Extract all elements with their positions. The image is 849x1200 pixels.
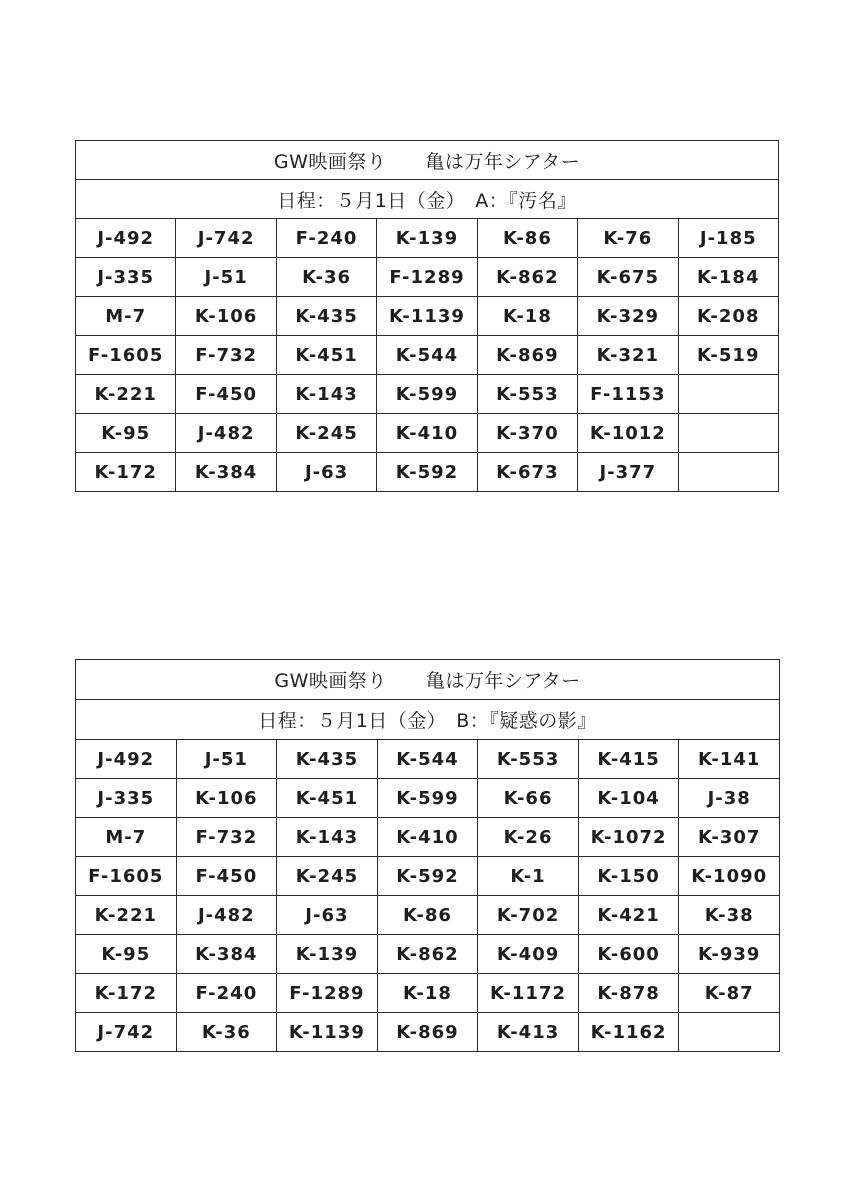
title-row bbox=[76, 141, 779, 180]
seat-code-cell: K-141 bbox=[679, 740, 780, 779]
seat-row bbox=[76, 336, 779, 375]
empty-cell bbox=[678, 414, 778, 453]
seat-row bbox=[76, 414, 779, 453]
seat-row bbox=[76, 258, 779, 297]
subtitle-row bbox=[76, 700, 780, 740]
seat-code-cell: K-1 bbox=[478, 857, 579, 896]
seat-code-cell: K-675 bbox=[578, 258, 678, 297]
seat-code-cell: J-51 bbox=[176, 740, 277, 779]
seat-code-cell: K-544 bbox=[377, 336, 477, 375]
empty-cell bbox=[678, 453, 778, 492]
seat-code-cell: K-76 bbox=[578, 219, 678, 258]
seat-code-cell: K-36 bbox=[276, 258, 376, 297]
seat-code-cell: K-599 bbox=[377, 779, 478, 818]
schedule-subtitle: 日程：５月1日（金） B：『疑惑の影』 bbox=[76, 700, 780, 740]
seat-code-cell: K-307 bbox=[679, 818, 780, 857]
seat-code-cell: K-245 bbox=[276, 414, 376, 453]
seat-code-cell: K-869 bbox=[377, 1013, 478, 1052]
empty-cell bbox=[679, 1013, 780, 1052]
seat-code-cell: J-38 bbox=[679, 779, 780, 818]
seat-code-cell: K-139 bbox=[377, 219, 477, 258]
seat-code-cell: K-435 bbox=[277, 740, 378, 779]
seat-code-cell: K-221 bbox=[76, 896, 177, 935]
seat-code-cell: K-143 bbox=[277, 818, 378, 857]
seat-row bbox=[76, 857, 780, 896]
seat-code-cell: M-7 bbox=[76, 297, 176, 336]
seat-code-cell: F-1605 bbox=[76, 336, 176, 375]
seat-row bbox=[76, 375, 779, 414]
seat-row bbox=[76, 453, 779, 492]
seat-code-cell: K-139 bbox=[277, 935, 378, 974]
seat-row bbox=[76, 935, 780, 974]
seat-code-cell: K-421 bbox=[578, 896, 679, 935]
seat-code-cell: K-1139 bbox=[277, 1013, 378, 1052]
seat-code-cell: J-335 bbox=[76, 779, 177, 818]
schedule-subtitle: 日程：５月1日（金） A：『汚名』 bbox=[76, 180, 779, 219]
seat-code-cell: K-18 bbox=[477, 297, 577, 336]
seat-code-cell: K-878 bbox=[578, 974, 679, 1013]
seat-code-cell: K-939 bbox=[679, 935, 780, 974]
seat-code-cell: F-450 bbox=[176, 857, 277, 896]
schedule-table-a bbox=[75, 140, 779, 492]
title-row bbox=[76, 660, 780, 700]
seat-code-cell: F-1289 bbox=[277, 974, 378, 1013]
seat-code-cell: K-435 bbox=[276, 297, 376, 336]
seat-code-cell: K-370 bbox=[477, 414, 577, 453]
seat-code-cell: K-150 bbox=[578, 857, 679, 896]
seat-code-cell: K-172 bbox=[76, 453, 176, 492]
seat-code-cell: K-104 bbox=[578, 779, 679, 818]
schedule-table-b bbox=[75, 659, 780, 1052]
event-title: GW映画祭り 亀は万年シアター bbox=[76, 660, 780, 700]
seat-code-cell: K-1172 bbox=[478, 974, 579, 1013]
seat-code-cell: K-36 bbox=[176, 1013, 277, 1052]
seat-code-cell: J-51 bbox=[176, 258, 276, 297]
seat-code-cell: F-732 bbox=[176, 818, 277, 857]
seat-code-cell: K-106 bbox=[176, 297, 276, 336]
seat-row bbox=[76, 740, 780, 779]
seat-row bbox=[76, 779, 780, 818]
seat-row bbox=[76, 896, 780, 935]
seat-code-cell: K-18 bbox=[377, 974, 478, 1013]
seat-code-cell: K-600 bbox=[578, 935, 679, 974]
seat-code-cell: K-410 bbox=[377, 818, 478, 857]
seat-code-cell: F-1289 bbox=[377, 258, 477, 297]
seat-code-cell: K-451 bbox=[276, 336, 376, 375]
seat-code-cell: F-1153 bbox=[578, 375, 678, 414]
seat-code-cell: K-184 bbox=[678, 258, 778, 297]
event-title: GW映画祭り 亀は万年シアター bbox=[76, 141, 779, 180]
seat-row bbox=[76, 297, 779, 336]
seat-code-cell: K-592 bbox=[377, 453, 477, 492]
seat-code-cell: F-240 bbox=[176, 974, 277, 1013]
schedule-b-body bbox=[76, 660, 780, 1052]
schedule-a-body bbox=[76, 141, 779, 492]
seat-code-cell: K-409 bbox=[478, 935, 579, 974]
seat-code-cell: K-95 bbox=[76, 414, 176, 453]
seat-code-cell: K-862 bbox=[377, 935, 478, 974]
seat-code-cell: K-245 bbox=[277, 857, 378, 896]
seat-code-cell: F-732 bbox=[176, 336, 276, 375]
seat-row bbox=[76, 974, 780, 1013]
seat-code-cell: K-95 bbox=[76, 935, 177, 974]
seat-code-cell: K-1162 bbox=[578, 1013, 679, 1052]
seat-code-cell: K-413 bbox=[478, 1013, 579, 1052]
seat-code-cell: K-519 bbox=[678, 336, 778, 375]
seat-code-cell: K-1090 bbox=[679, 857, 780, 896]
seat-code-cell: K-86 bbox=[377, 896, 478, 935]
seat-code-cell: F-240 bbox=[276, 219, 376, 258]
seat-row bbox=[76, 818, 780, 857]
seat-code-cell: K-592 bbox=[377, 857, 478, 896]
seat-code-cell: K-329 bbox=[578, 297, 678, 336]
seat-code-cell: J-742 bbox=[76, 1013, 177, 1052]
seat-code-cell: F-1605 bbox=[76, 857, 177, 896]
seat-code-cell: K-702 bbox=[478, 896, 579, 935]
seat-code-cell: K-415 bbox=[578, 740, 679, 779]
seat-code-cell: K-208 bbox=[678, 297, 778, 336]
seat-code-cell: K-221 bbox=[76, 375, 176, 414]
seat-code-cell: K-1072 bbox=[578, 818, 679, 857]
seat-code-cell: K-451 bbox=[277, 779, 378, 818]
seat-code-cell: J-63 bbox=[276, 453, 376, 492]
seat-code-cell: K-26 bbox=[478, 818, 579, 857]
seat-code-cell: K-553 bbox=[477, 375, 577, 414]
seat-code-cell: J-185 bbox=[678, 219, 778, 258]
seat-code-cell: K-87 bbox=[679, 974, 780, 1013]
seat-code-cell: J-335 bbox=[76, 258, 176, 297]
seat-row bbox=[76, 1013, 780, 1052]
seat-code-cell: K-1012 bbox=[578, 414, 678, 453]
seat-code-cell: K-66 bbox=[478, 779, 579, 818]
seat-code-cell: K-869 bbox=[477, 336, 577, 375]
seat-code-cell: J-492 bbox=[76, 740, 177, 779]
subtitle-row bbox=[76, 180, 779, 219]
seat-code-cell: J-63 bbox=[277, 896, 378, 935]
seat-code-cell: K-410 bbox=[377, 414, 477, 453]
seat-code-cell: K-321 bbox=[578, 336, 678, 375]
seat-code-cell: J-482 bbox=[176, 414, 276, 453]
seat-code-cell: K-384 bbox=[176, 935, 277, 974]
seat-code-cell: K-544 bbox=[377, 740, 478, 779]
seat-code-cell: K-673 bbox=[477, 453, 577, 492]
seat-code-cell: K-1139 bbox=[377, 297, 477, 336]
seat-code-cell: K-106 bbox=[176, 779, 277, 818]
seat-code-cell: K-599 bbox=[377, 375, 477, 414]
seat-code-cell: K-38 bbox=[679, 896, 780, 935]
seat-code-cell: K-86 bbox=[477, 219, 577, 258]
seat-code-cell: K-172 bbox=[76, 974, 177, 1013]
seat-code-cell: J-482 bbox=[176, 896, 277, 935]
seat-code-cell: J-377 bbox=[578, 453, 678, 492]
seat-code-cell: F-450 bbox=[176, 375, 276, 414]
seat-code-cell: M-7 bbox=[76, 818, 177, 857]
empty-cell bbox=[678, 375, 778, 414]
seat-row bbox=[76, 219, 779, 258]
seat-code-cell: K-553 bbox=[478, 740, 579, 779]
seat-code-cell: K-143 bbox=[276, 375, 376, 414]
seat-code-cell: J-742 bbox=[176, 219, 276, 258]
seat-code-cell: K-862 bbox=[477, 258, 577, 297]
seat-code-cell: K-384 bbox=[176, 453, 276, 492]
seat-code-cell: J-492 bbox=[76, 219, 176, 258]
